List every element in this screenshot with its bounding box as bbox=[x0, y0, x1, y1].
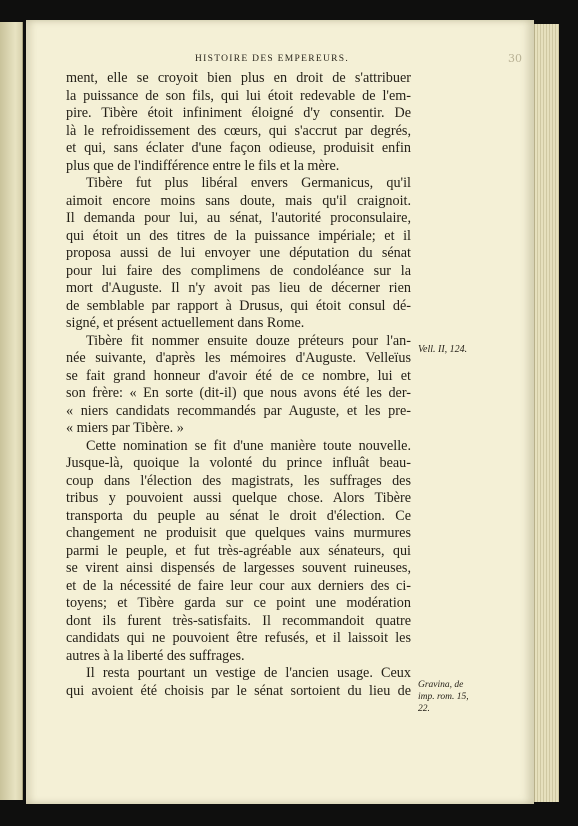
facing-page-edge bbox=[0, 22, 23, 800]
text-line: candidats qui ne pouvoient être refusés, et il laissoit les bbox=[66, 630, 411, 646]
text-line: proposa aussi de lui envoyer une députation du sénat bbox=[66, 245, 411, 261]
margin-note-gravina bbox=[418, 679, 469, 715]
text-line: changement ne produisit que quelques vains murmures bbox=[66, 525, 411, 541]
margin-note-line: imp. rom. 15, bbox=[418, 692, 469, 702]
text-line: signé, et présent actuellement dans Rome. bbox=[66, 315, 305, 331]
text-line: plus que de l'indifférence entre le fils et la mère. bbox=[66, 157, 340, 174]
margin-note-line: 22. bbox=[418, 704, 430, 714]
text-line: Il demanda pour lui, au sénat, l'autorité proconsulaire, bbox=[66, 210, 411, 226]
body-text bbox=[66, 70, 411, 700]
text-line: et qui, sans éclater d'une façon odieuse, produisit enfin bbox=[66, 140, 411, 156]
text-line: qui étoit un des titres de la puissance impériale; et il bbox=[66, 227, 411, 244]
text-line: la puissance de son fils, qui lui étoit redevable de l'em- bbox=[66, 87, 411, 104]
paragraph-5 bbox=[66, 665, 411, 700]
text-line: « miers par Tibère. » bbox=[66, 420, 184, 436]
text-line: toyens; et Tibère garda sur ce point une modération bbox=[66, 595, 411, 611]
paragraph-4 bbox=[66, 438, 411, 666]
text-line: « niers candidats recommandés par Auguste, et les pre- bbox=[66, 402, 411, 419]
paragraph-2 bbox=[66, 175, 411, 333]
margin-note-velleius: Vell. II, 124. bbox=[418, 344, 468, 355]
text-line: se fait grand honneur d'avoir été de ce nombre, lui et bbox=[66, 367, 411, 384]
page-number: 30 bbox=[508, 52, 522, 65]
paragraph-1 bbox=[66, 70, 411, 175]
text-line: Il resta pourtant un vestige de l'ancien usage. Ceux bbox=[86, 665, 411, 681]
text-line: transporta du peuple au sénat le droit d'élection. Ce bbox=[66, 507, 411, 524]
margin-note-line: Gravina, de bbox=[418, 680, 464, 690]
text-line: là le refroidissement des cœurs, qui s'accrut par degrés, bbox=[66, 122, 411, 139]
text-line: son frère: « En sorte (dit-il) que nous avons été les der- bbox=[66, 385, 411, 401]
paragraph-3 bbox=[66, 333, 411, 438]
text-line: pire. Tibère étoit infiniment éloigné d'y consentir. De bbox=[66, 105, 411, 121]
text-line: dont ils furent très-satisfaits. Il recommandoit quatre bbox=[66, 612, 411, 629]
text-line: se virent ainsi dispensés de largesses souvent ruineuses, bbox=[66, 560, 411, 576]
text-line: de semblable par rapport à Drusus, qui étoit consul dé- bbox=[66, 297, 411, 314]
text-line: coup dans l'élection des magistrats, les suffrages des bbox=[66, 472, 411, 489]
running-head: HISTOIRE DES EMPEREURS. bbox=[194, 54, 350, 64]
text-line: Tibère fit nommer ensuite douze préteurs pour l'an- bbox=[86, 332, 411, 349]
text-line: et de la nécessité de faire leur cour aux derniers des ci- bbox=[66, 577, 411, 594]
text-line: aimoit encore moins sans doute, mais qu'il craignoit. bbox=[66, 192, 411, 209]
text-line: née suivante, d'après les mémoires d'Auguste. Velleïus bbox=[66, 350, 411, 366]
text-line: Cette nomination se fit d'une manière toute nouvelle. bbox=[86, 437, 411, 454]
text-line: Jusque-là, quoique la volonté du prince influât beau- bbox=[66, 455, 411, 471]
text-line: autres à la liberté des suffrages. bbox=[66, 647, 245, 664]
text-line: pour lui faire des complimens de condoléance sur la bbox=[66, 262, 411, 279]
text-line: qui avoient été choisis par le sénat sortoient du lieu de bbox=[66, 682, 411, 699]
text-line: tribus y pouvoient aussi quelque chose. Alors Tibère bbox=[66, 490, 411, 506]
text-line: mort d'Auguste. Il n'y avoit pas lieu de décerner rien bbox=[66, 280, 411, 296]
text-line: ment, elle se croyoit bien plus en droit de s'attribuer bbox=[66, 70, 411, 86]
page-stack-edge bbox=[534, 24, 559, 802]
text-line: Tibère fut plus libéral envers Germanicus, qu'il bbox=[86, 175, 411, 191]
text-line: parmi le peuple, et fut très-agréable aux sénateurs, qui bbox=[66, 542, 411, 559]
